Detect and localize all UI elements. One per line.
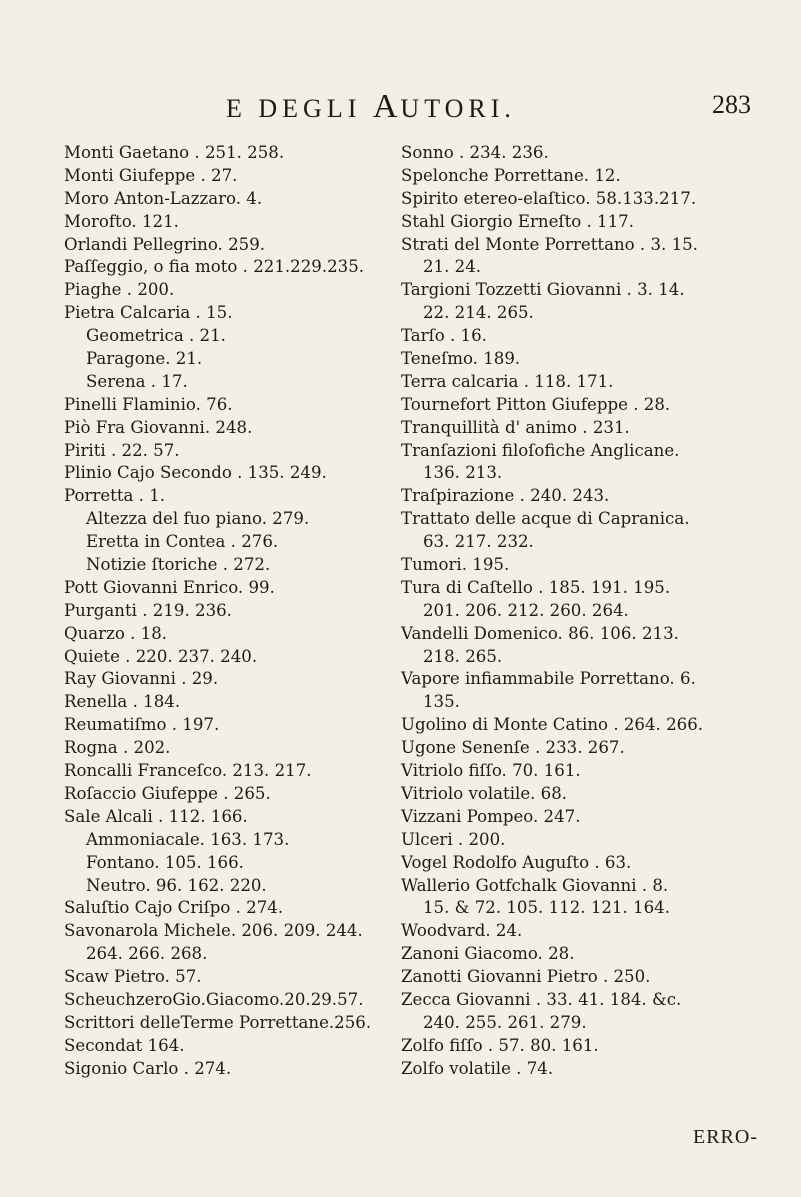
index-entry: Monti Giufeppe . 27.: [64, 165, 238, 185]
index-subentry: Neutro. 96. 162. 220.: [86, 875, 267, 895]
index-entry: Pott Giovanni Enrico. 99.: [64, 577, 275, 597]
index-entry-continuation: 218. 265.: [423, 646, 503, 666]
index-entry: Renella . 184.: [64, 692, 181, 712]
index-entry: Quiete . 220. 237. 240.: [64, 646, 258, 666]
index-entry: Piriti . 22. 57.: [64, 440, 180, 460]
index-entry: Purganti . 219. 236.: [64, 600, 232, 620]
index-entry: Saluſtio Cajo Criſpo . 274.: [64, 898, 284, 918]
index-entry-continuation: 240. 255. 261. 279.: [423, 1012, 587, 1032]
index-entry: Tumori. 195.: [401, 555, 510, 575]
index-entry: Zolfo volatile . 74.: [401, 1058, 554, 1078]
index-subentry: Paragone. 21.: [86, 349, 203, 369]
index-column-right: [401, 142, 761, 1081]
index-entry: Monti Gaetano . 251. 258.: [64, 143, 285, 162]
index-subentry: Serena . 17.: [86, 371, 188, 391]
index-entry: Sigonio Carlo . 274.: [64, 1058, 232, 1078]
index-subentry: Altezza del fuo piano. 279.: [86, 509, 310, 529]
index-entry: Ugone Senenſe . 233. 267.: [401, 738, 625, 758]
index-entry: Stahl Giorgio Erneſto . 117.: [401, 211, 635, 231]
index-subentry: Ammoniacale. 163. 173.: [86, 829, 290, 849]
index-entry: Quarzo . 18.: [64, 623, 168, 643]
index-entry-continuation: 22. 214. 265.: [423, 303, 534, 323]
running-title-prefix: E DEGLI: [226, 94, 362, 123]
index-entry: Ulceri . 200.: [401, 829, 506, 849]
index-entry: Spirito etereo-elaſtico. 58.133.217.: [401, 188, 697, 208]
index-entry: Vizzani Pompeo. 247.: [401, 806, 581, 826]
index-entry: Scrittori delleTerme Porrettane.256.: [64, 1012, 372, 1032]
index-subentry: Eretta in Contea . 276.: [86, 532, 279, 552]
index-entry: Vitriolo fiſſo. 70. 161.: [401, 761, 581, 781]
index-entry: ScheuchzeroGio.Giacomo.20.29.57.: [64, 989, 364, 1009]
index-entry: Rogna . 202.: [64, 738, 171, 758]
index-entry: Traſpirazione . 240. 243.: [401, 486, 610, 506]
index-entry: Reumatiſmo . 197.: [64, 715, 220, 735]
index-entry: Orlandi Pellegrino. 259.: [64, 234, 266, 254]
index-entry: Wallerio Gotfchalk Giovanni . 8.: [401, 875, 669, 895]
index-entry: Zanoni Giacomo. 28.: [401, 944, 575, 964]
index-entry: Tura di Caſtello . 185. 191. 195.: [401, 577, 671, 597]
running-title-initial: A: [372, 88, 401, 125]
index-subentry: Notizie ſtoriche . 272.: [86, 555, 271, 575]
index-entry: Woodvard. 24.: [401, 921, 523, 941]
index-entry: Morofto. 121.: [64, 211, 179, 231]
index-entry: Pietra Calcaria . 15.: [64, 303, 233, 323]
index-entry: Vogel Rodolfo Auguſto . 63.: [401, 852, 632, 872]
index-entry: Tranquillità d' animo . 231.: [401, 417, 630, 437]
index-entry: Plinio Cajo Secondo . 135. 249.: [64, 463, 327, 483]
index-entry: Scaw Pietro. 57.: [64, 967, 202, 987]
running-title: [226, 88, 516, 126]
index-entry: Strati del Monte Porrettano . 3. 15.: [401, 234, 698, 254]
index-entry: Trattato delle acque di Capranica.: [401, 509, 690, 529]
index-entry: Roncalli Franceſco. 213. 217.: [64, 761, 312, 781]
index-entry: Teneſmo. 189.: [401, 349, 521, 369]
page-number: 283: [712, 90, 751, 119]
index-subentry: Fontano. 105. 166.: [86, 852, 244, 872]
index-entry-continuation: 135.: [423, 692, 460, 712]
index-entry-continuation: 21. 24.: [423, 257, 482, 277]
index-entry-continuation: 63. 217. 232.: [423, 532, 534, 552]
index-entry: Secondat 164.: [64, 1035, 185, 1055]
index-entry: Ray Giovanni . 29.: [64, 669, 219, 689]
index-entry: Vandelli Domenico. 86. 106. 213.: [401, 623, 679, 643]
index-column-left: [64, 142, 402, 1081]
index-entry: Vapore infiammabile Porrettano. 6.: [401, 669, 696, 689]
index-entry: Zolfo fiſſo . 57. 80. 161.: [401, 1035, 599, 1055]
index-entry-continuation: 15. & 72. 105. 112. 121. 164.: [423, 898, 670, 918]
index-entry: Piaghe . 200.: [64, 280, 175, 300]
index-subentry: Geometrica . 21.: [86, 326, 226, 346]
index-entry: Tarſo . 16.: [401, 326, 487, 346]
index-entry: Piò Fra Giovanni. 248.: [64, 417, 253, 437]
index-entry: Tranſazioni filoſofiche Anglicane.: [401, 440, 680, 460]
index-entry: Moro Anton-Lazzaro. 4.: [64, 188, 263, 208]
index-entry: Roſaccio Giufeppe . 265.: [64, 783, 271, 803]
index-entry: Porretta . 1.: [64, 486, 166, 506]
running-header: [0, 86, 801, 126]
index-entry: Tournefort Pitton Giufeppe . 28.: [401, 394, 671, 414]
index-entry: Savonarola Michele. 206. 209. 244.: [64, 921, 363, 941]
index-entry: Sale Alcali . 112. 166.: [64, 806, 248, 826]
index-entry: Zanotti Giovanni Pietro . 250.: [401, 967, 651, 987]
index-entry: Ugolino di Monte Catino . 264. 266.: [401, 715, 704, 735]
running-title-rest: UTORI.: [400, 94, 516, 123]
index-entry-continuation: 136. 213.: [423, 463, 503, 483]
index-entry-continuation: 201. 206. 212. 260. 264.: [423, 600, 629, 620]
index-entry: Zecca Giovanni . 33. 41. 184. &c.: [401, 989, 682, 1009]
index-entry: Sonno . 234. 236.: [401, 143, 549, 162]
index-entry: Targioni Tozzetti Giovanni . 3. 14.: [401, 280, 685, 300]
catchword: ERRO-: [693, 1126, 758, 1148]
index-entry: Spelonche Porrettane. 12.: [401, 165, 621, 185]
index-entry: Paſſeggio, o fia moto . 221.229.235.: [64, 257, 365, 277]
index-entry: Pinelli Flaminio. 76.: [64, 394, 233, 414]
index-entry-continuation: 264. 266. 268.: [86, 944, 208, 964]
index-entry: Vitriolo volatile. 68.: [401, 783, 568, 803]
index-entry: Terra calcaria . 118. 171.: [401, 371, 614, 391]
